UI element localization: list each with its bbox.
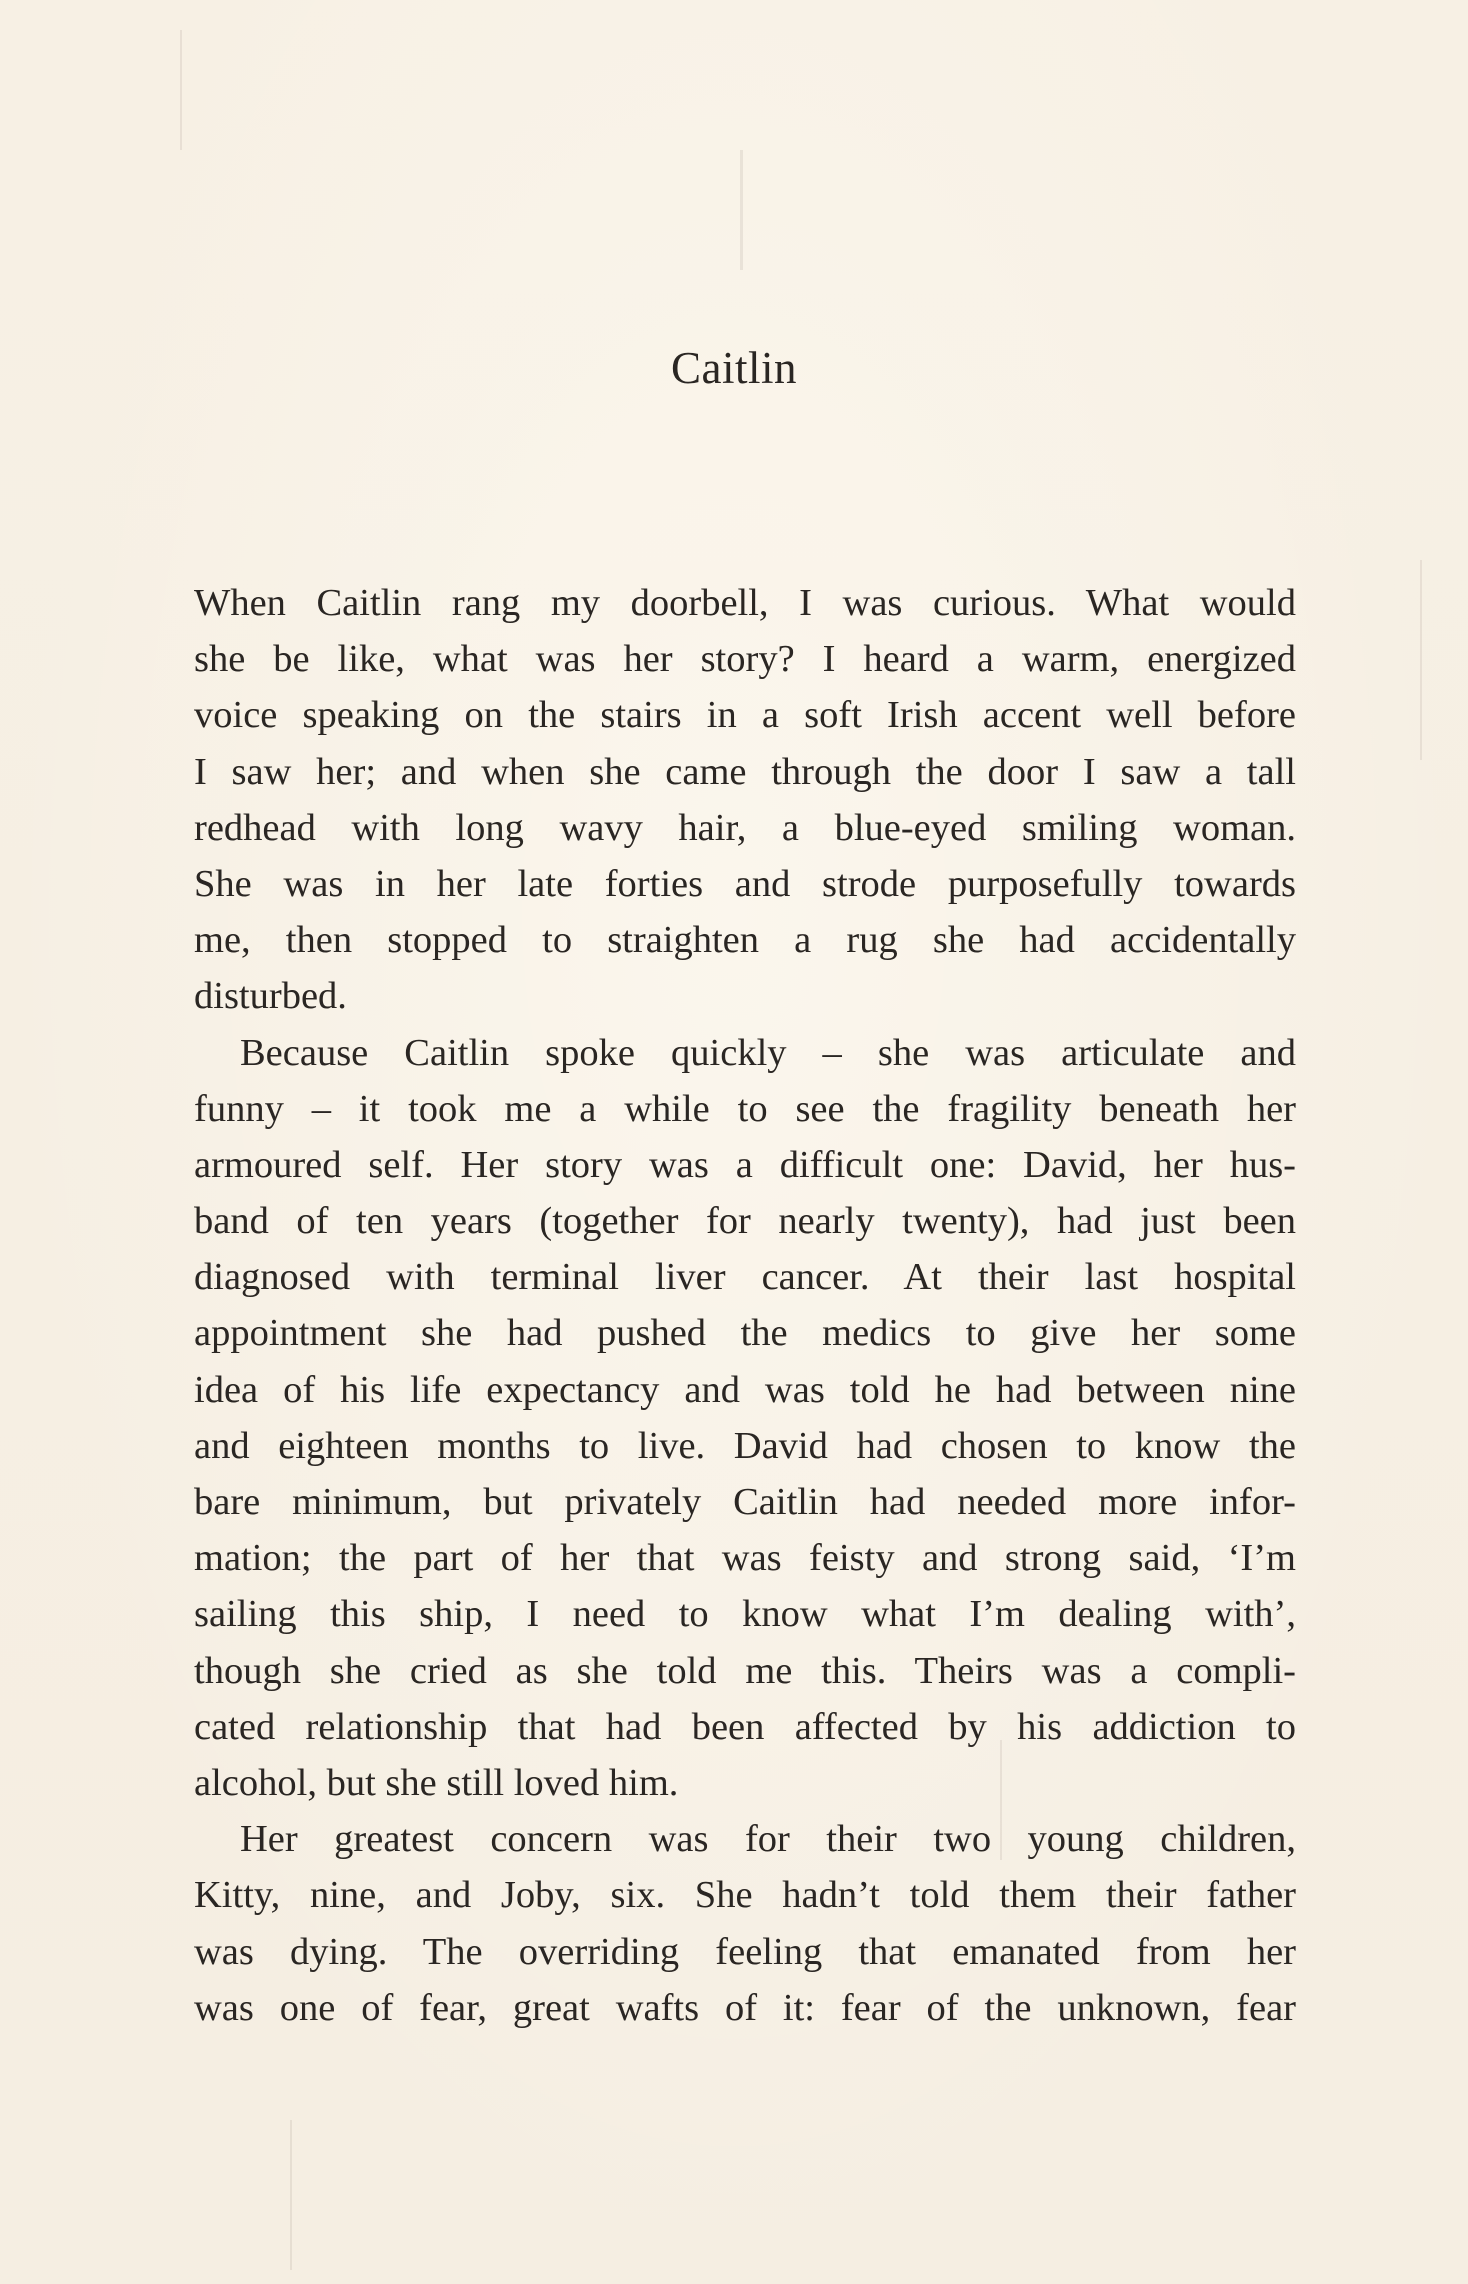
text-line: disturbed. bbox=[194, 975, 347, 1018]
text-line: and eighteen months to live. David had chosen to know the bbox=[194, 1424, 1296, 1467]
text-line: was dying. The overriding feeling that emanated from her bbox=[194, 1930, 1296, 1973]
text-line: funny – it took me a while to see the fragility beneath her bbox=[194, 1087, 1296, 1130]
text-line: I saw her; and when she came through the door I saw a tall bbox=[194, 750, 1296, 793]
text-line: mation; the part of her that was feisty and strong said, ‘I’m bbox=[194, 1537, 1296, 1580]
text-line: band of ten years (together for nearly twenty), had just been bbox=[194, 1200, 1296, 1243]
text-line: cated relationship that had been affected by his addiction to bbox=[194, 1705, 1296, 1748]
paragraph-1 bbox=[194, 575, 1296, 1025]
text-line: armoured self. Her story was a difficult one: David, her hus- bbox=[194, 1143, 1296, 1186]
text-line: sailing this ship, I need to know what I’m dealing with’, bbox=[194, 1593, 1296, 1636]
text-line: Because Caitlin spoke quickly – she was articulate and bbox=[240, 1031, 1296, 1074]
paragraph-2 bbox=[194, 1025, 1296, 1812]
show-through-mark bbox=[1420, 560, 1422, 760]
text-line: she be like, what was her story? I heard a warm, energized bbox=[194, 638, 1296, 681]
text-line: me, then stopped to straighten a rug she had accidentally bbox=[194, 919, 1296, 962]
show-through-mark bbox=[180, 30, 182, 150]
text-line: appointment she had pushed the medics to give her some bbox=[194, 1312, 1296, 1355]
body-text bbox=[194, 575, 1296, 2036]
text-line: diagnosed with terminal liver cancer. At their last hospital bbox=[194, 1256, 1296, 1299]
chapter-title: Caitlin bbox=[671, 343, 797, 393]
text-line: idea of his life expectancy and was told he had between nine bbox=[194, 1368, 1296, 1411]
text-line: alcohol, but she still loved him. bbox=[194, 1761, 679, 1804]
text-line: though she cried as she told me this. Theirs was a compli- bbox=[194, 1649, 1296, 1692]
text-line: She was in her late forties and strode purposefully towards bbox=[194, 862, 1296, 905]
text-line: redhead with long wavy hair, a blue-eyed smiling woman. bbox=[194, 806, 1296, 849]
text-line: bare minimum, but privately Caitlin had needed more infor- bbox=[194, 1481, 1296, 1523]
text-line: Her greatest concern was for their two young children, bbox=[240, 1818, 1296, 1861]
text-line: When Caitlin rang my doorbell, I was curious. What would bbox=[194, 582, 1296, 624]
text-line: was one of fear, great wafts of it: fear of the unknown, fear bbox=[194, 1986, 1296, 2029]
text-line: voice speaking on the stairs in a soft Irish accent well before bbox=[194, 694, 1296, 737]
show-through-mark bbox=[740, 150, 743, 270]
paragraph-3 bbox=[194, 1811, 1296, 2036]
text-line: Kitty, nine, and Joby, six. She hadn’t told them their father bbox=[194, 1874, 1296, 1917]
show-through-mark bbox=[290, 2120, 292, 2270]
